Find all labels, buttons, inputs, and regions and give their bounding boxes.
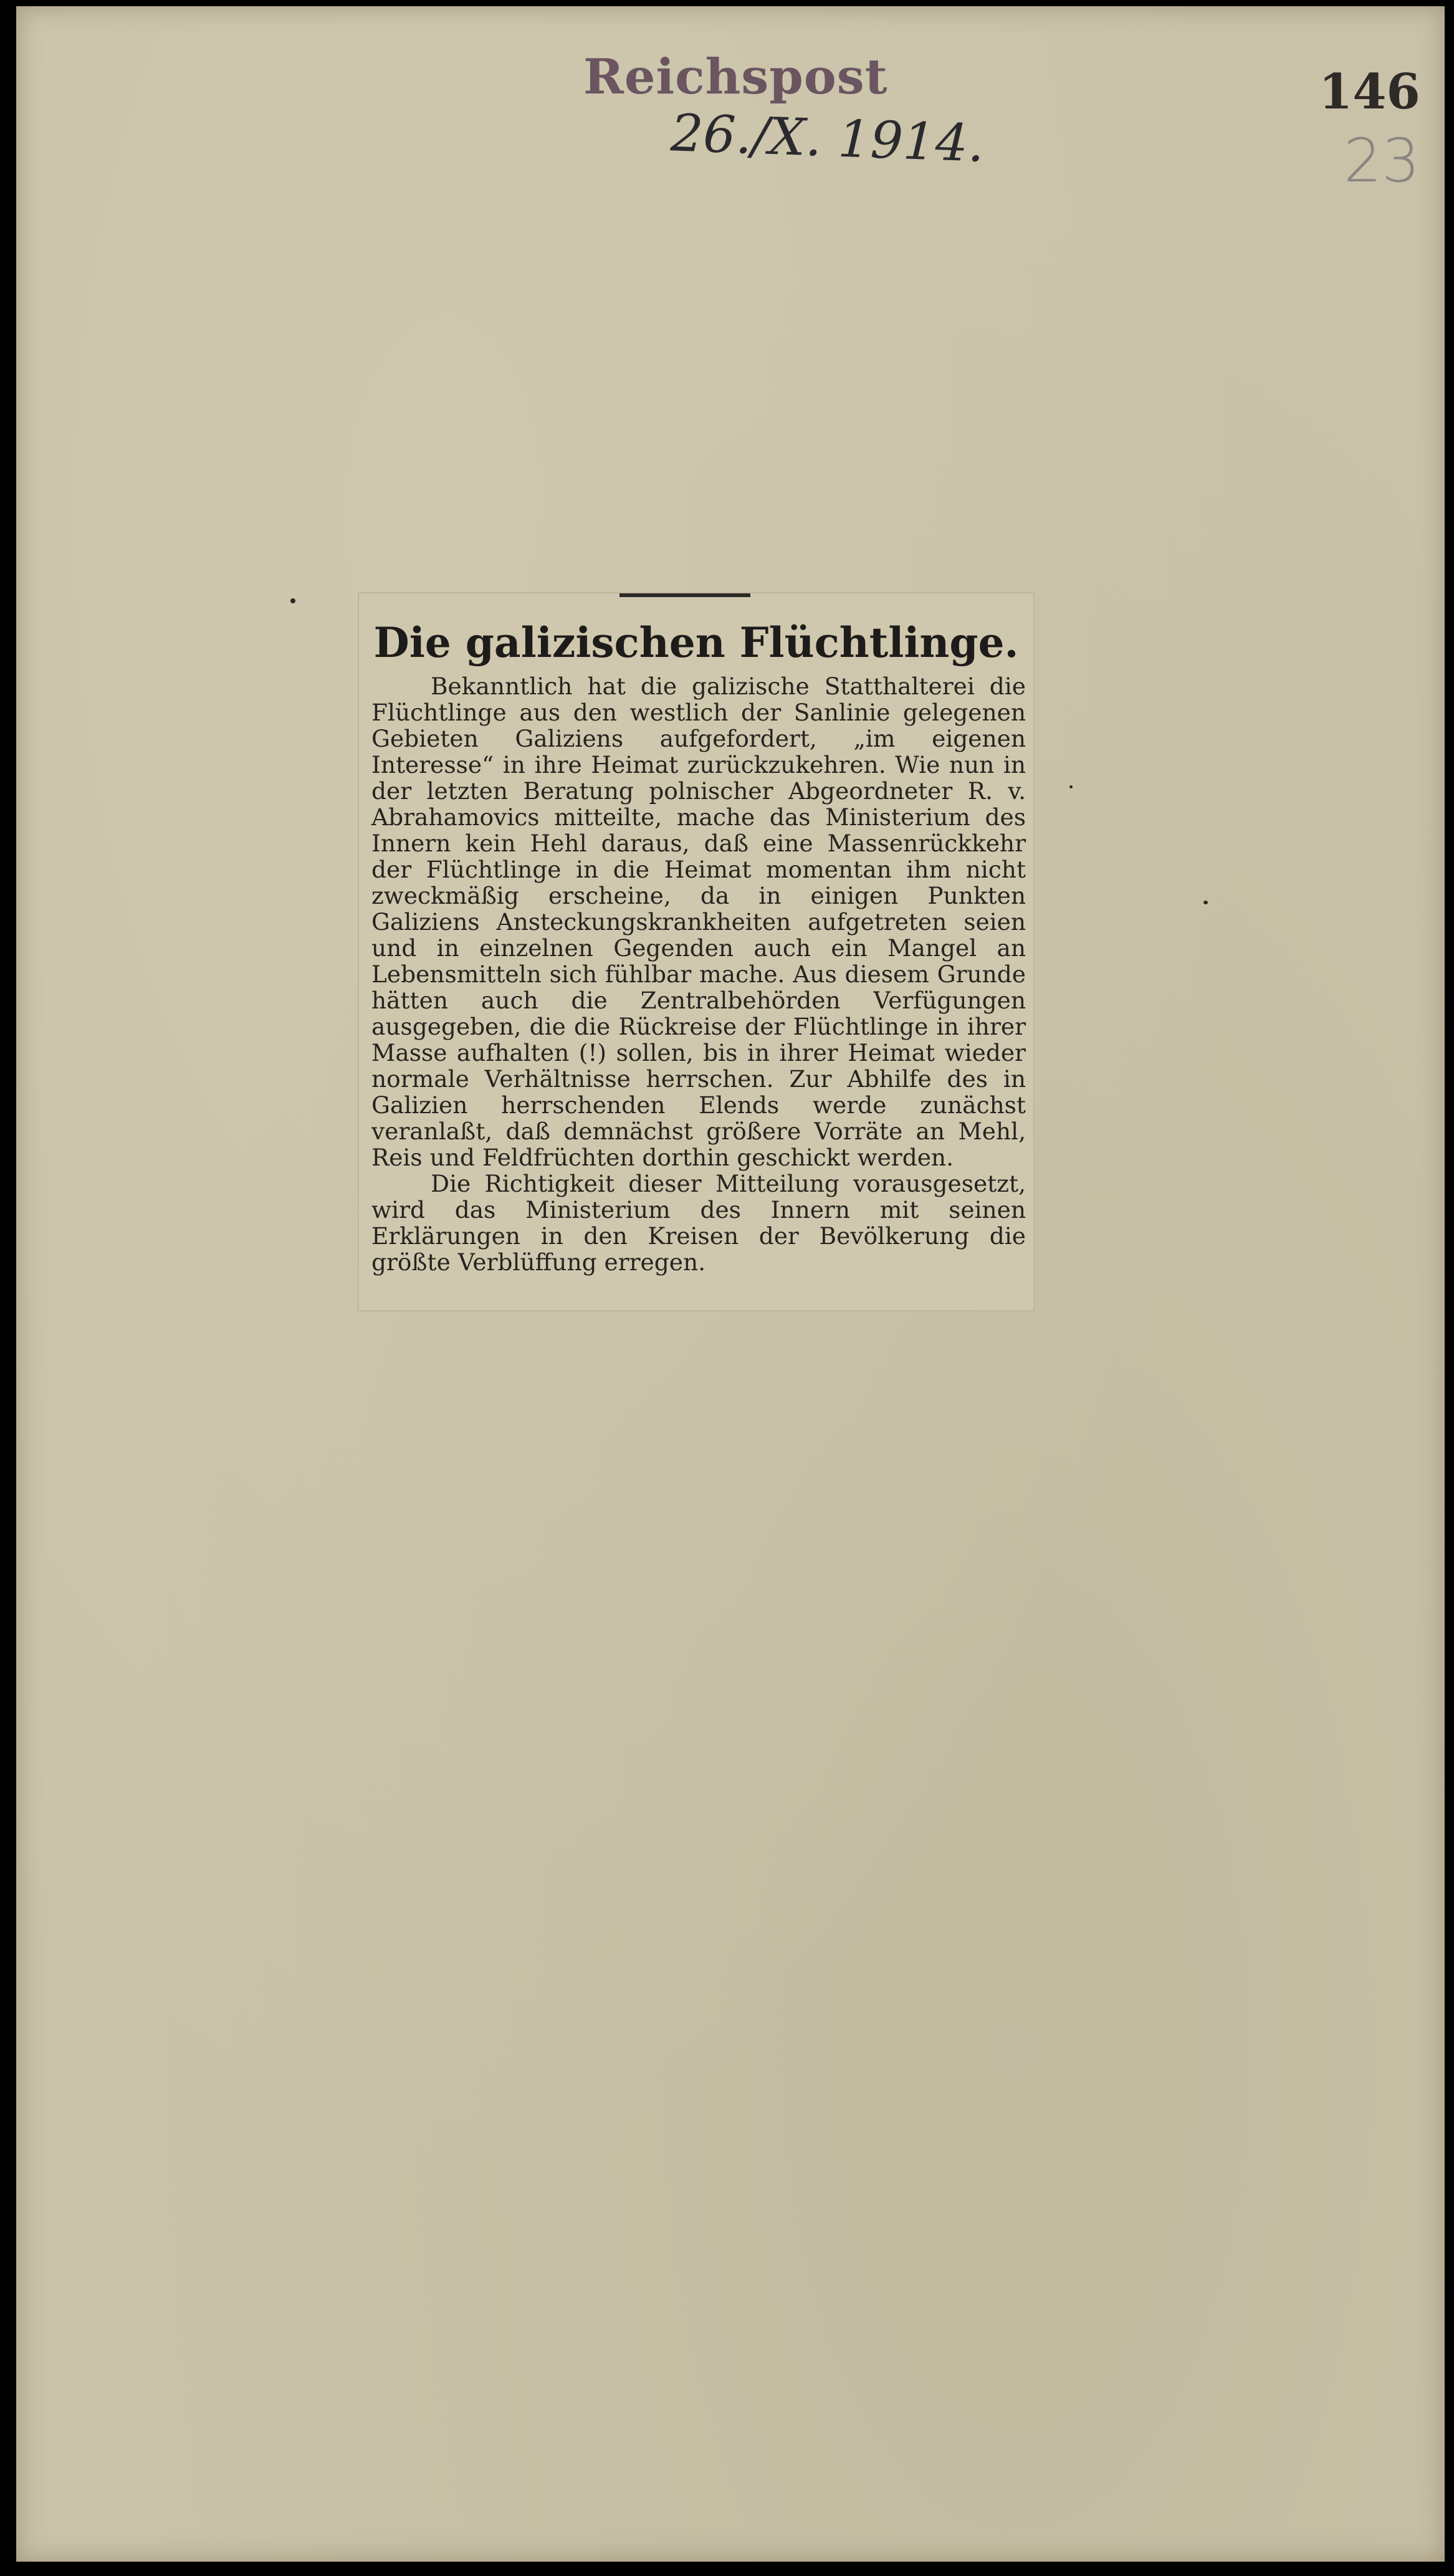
newspaper-stamp: Reichspost [583,49,888,105]
headline-rule [619,593,750,597]
paper-blemish [1203,901,1208,904]
article-headline: Die galizischen Flüchtlinge. [373,618,1019,667]
paper-blemish [1069,785,1073,788]
pencil-number: 23 [1344,126,1420,196]
handwritten-date: 26./X. 1914. [669,103,985,174]
article-paragraph: Bekanntlich hat die galizische Statthalterei die Flüchtlinge aus den westlich der Sanlinie gelegenen Gebieten Galiziens aufgefordert, „im eigenen Interesse“ in ihre Heimat zurückzukehren. Wie nun in der letzten Beratung polnischer Abgeordneter R. v. Abrahamovics mitteilte, mache das Ministerium des Innern kein Hehl daraus, daß eine Massenrückkehr der Flüchtlinge in die Heimat momentan ihm nicht zweckmäßig erscheine, da in einigen Punkten Galiziens Ansteckungskrankheiten aufgetreten seien und in einzelnen Gegenden auch ein Mangel an Lebensmitteln sich fühlbar mache. Aus diesem Grunde hätten auch die Zentralbehörden Verfügungen ausgegeben, die die Rückreise der Flüchtlinge in ihrer Masse aufhalten (!) sollen, bis in ihrer Heimat wieder normale Verhältnisse herrschen. Zur Abhilfe des in Galizien herrschenden Elends werde zunächst veranlaßt, daß demnächst größere Vorräte an Mehl, Reis und Feldfrüchten dorthin geschickt werden. [371,673,1026,1171]
newspaper-clipping [358,592,1035,1311]
paper-blemish [290,598,295,603]
article-body [371,673,1026,1275]
page-number: 146 [1319,64,1420,120]
article-paragraph: Die Richtigkeit dieser Mitteilung vorausgesetzt, wird das Ministerium des Innern mit seinen Erklärungen in den Kreisen der Bevölkerung die größte Verblüffung erregen. [371,1170,1026,1276]
archive-sheet [16,6,1445,2562]
